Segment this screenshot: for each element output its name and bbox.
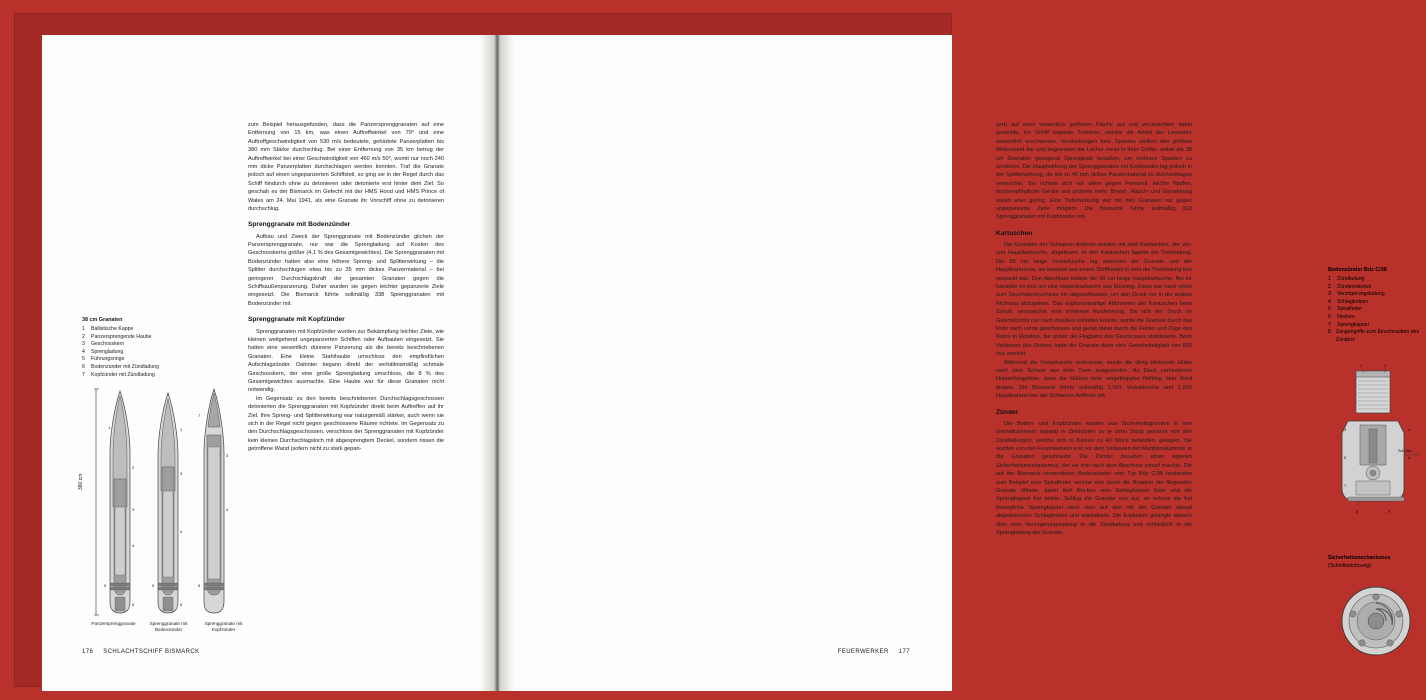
right-figure-caption-2 [1328, 555, 1420, 570]
svg-text:5: 5 [1344, 455, 1347, 460]
legend-label: Verzögerungsladung [1337, 291, 1385, 298]
safety-mechanism-diagram [1336, 581, 1416, 661]
legend-item [82, 356, 202, 364]
page-number: 177 [898, 649, 910, 655]
legend-label: Kopfzünder mit Zündladung [91, 371, 155, 378]
right-figure-legend [1328, 267, 1420, 344]
paragraph: Die Granaten der Schweren Artillerie wurden mit zwei Kartuschen, der Vor- und Hauptkartusche, abgefeuert. In den Kartuschen lagerte die Treibladung. Die 85 cm lange Vorkartusche lag zwischen der Granate und der Hauptkartusche, sie bestand aus einem Stoffbeutel in dem die Treibladung fest verpackt war. Den Abschluss bildete die 90 cm lange Hauptkartusche. Bei ihr handelte es sich um eine Hülsenkartusche aus Messing. Diese war nach unten zum Geschützverschluss hin abgeschlossen, um den Druck nur in die andere Richtung abzugeben. Das explosionsartige Abbrennen der Kartuschen beim Schuß, verursachte eine immense Ausdehnung. Da sich der Druck im Geschützrohr nur nach draußen entladen konnte, wurde die Granate durch das Rohr nach vorne geschossen und geriet dabei durch die Felder und Züge des Rohrs in Rotation, die später die Flugbahn des Geschosses stabilisierte. Beim Verlassen des Rohres hatte die Granate dann eine Geschwindigkeit von 820 m/s erreicht. [996, 242, 1192, 358]
svg-text:5: 5 [152, 583, 155, 588]
legend-item [82, 349, 202, 357]
legend-number: 4 [82, 348, 85, 355]
svg-text:4: 4 [132, 543, 135, 548]
svg-text:1: 1 [108, 425, 111, 430]
legend-label: Panzersprengende Haube [91, 333, 152, 340]
shell-caption: Sprenggranate mit Kopfzünder [204, 621, 243, 633]
legend-label: Sprengladung [91, 348, 124, 355]
caption-title: Sicherheitsmechanismus [1328, 555, 1391, 561]
svg-text:7: 7 [1344, 483, 1347, 488]
paragraph: Während die Vorkartusche verbrannte, wurde die übrig bleibende Hülse nach dem Schuss aus dem Turm ausgeworfen. An Deck verhinderten Hülsenfangpilzter, dass die Hülsen trotz umgeklappter Rehling über Bord gingen. Die Bismarck führte sollmäßig 1.001 Vorkartusche und 1.005 Hauptkartuschen der Schweren Artillerie mit. [996, 359, 1192, 400]
heading-kartuschen: Kartuschen [996, 229, 1033, 237]
svg-text:1: 1 [180, 427, 183, 432]
svg-text:Schnitte: Schnitte [1398, 449, 1412, 453]
svg-text:4: 4 [226, 507, 229, 512]
right-page-footer [838, 649, 910, 655]
shell-caption-row [86, 621, 251, 633]
svg-text:9: 9 [1388, 509, 1391, 514]
shell-panzersprenggranate [104, 391, 135, 613]
legend-label: Schlagbolzen [1337, 298, 1369, 305]
legend-item [82, 372, 202, 380]
shell-sprenggranate-bodenzuender [152, 393, 183, 613]
legend-item [82, 334, 202, 342]
caption-subtitle: (Schnittzeichnung) [1328, 562, 1371, 569]
svg-text:2: 2 [1384, 363, 1387, 368]
svg-text:4: 4 [1408, 427, 1411, 432]
book-spread [42, 35, 1420, 691]
legend-label: Ballistische Kappe [91, 326, 134, 333]
legend-item [82, 326, 202, 334]
paragraph: Im Gegensatz zu den bereits beschriebenen Durchschlagsgeschossen detonierten die Sprenggranaten mit Kopfzünder direkt beim Auftreffen auf ihr Ziel. Ihre Spreng- und Splitterwirkung war naturgemäß stärker, auch wenn sie sich in der Regel nicht gegen geschlossene Räume richtete. Im Gegensatz zu den Durchschlagsgeschossen, verschloss der Sprenggranaten mit Kopfzünder kein kleines Durchschlagsloch mit abgesprengtem Deckel, sondern rissen die getroffene Wand (sofern nicht zu stark gepan- [248, 395, 444, 453]
svg-text:8: 8 [1356, 509, 1359, 514]
shell-diagram [94, 387, 244, 617]
heading-zuender: Zünder [996, 408, 1019, 416]
legend-label: Führungsringe [91, 356, 125, 363]
scale-axis-label: 380 cm [78, 473, 84, 490]
legend-number: 3 [1328, 291, 1331, 298]
legend-number: 1 [82, 326, 85, 333]
svg-text:6: 6 [180, 602, 183, 607]
legend-number: 1 [1328, 276, 1331, 283]
right-figure-title: Bodenzünder Bdz C/38 [1328, 267, 1387, 273]
legend-label: Sprengkapsel [1337, 321, 1369, 328]
legend-item [1328, 322, 1420, 330]
legend-item [1328, 306, 1420, 314]
svg-text:5: 5 [104, 583, 107, 588]
left-page-text-column [248, 121, 444, 453]
legend-number: 3 [82, 341, 85, 348]
right-page-text-column-a [996, 121, 1192, 537]
legend-item [1328, 329, 1420, 344]
left-page [42, 35, 494, 691]
legend-item [82, 341, 202, 349]
svg-text:3: 3 [180, 471, 183, 476]
legend-item [1328, 291, 1420, 299]
running-title: SCHLACHTSCHIFF BISMARCK [103, 649, 200, 655]
left-page-footer [82, 649, 200, 655]
paragraph: Aufbau und Zweck der Sprenggranate mit Bodenzünder glichen der Panzersprenggranate, nur war die Sprengladung auf Kosten des Geschosskerns größer (4,1 % des Gesamtgewichtes). Die Sprenggranaten mit Bodenzünder hatten also eine höhere Spreng- und Splitterwirkung – die Splitter durchschlugen etwa bis zu 35 mm dickes Panzermaterial – bei geringerer Durchschlagskraft der gesamten Granaten gegen die Schiffsaußenpanzerung. Daher wurden sie gegen leichter gepanzerte Ziele eingesetzt. Die Bismarck führte sollmäßig 338 Sprenggranaten mit Bodenzünder mit. [248, 233, 444, 307]
legend-item [1328, 284, 1420, 292]
legend-item [82, 364, 202, 372]
legend-number: 5 [82, 356, 85, 363]
svg-text:3: 3 [132, 507, 135, 512]
legend-number: 4 [1328, 298, 1331, 305]
legend-number: 2 [82, 333, 85, 340]
legend-number: 7 [1328, 321, 1331, 328]
page-number: 176 [82, 649, 94, 655]
legend-number: 2 [1328, 283, 1331, 290]
paragraph: Die Boden- und Kopfzünder wurden aus Sicherheitsgründen in den Granatkammern separat in Zinkkästen zu je zehn Stück getrennt von den Zündladungen, welche sich in Kästen zu 40 Stück befanden, gelagert. Sie wurden von den Feuerwerkern erst vor dem Verlassen der Munitionskammer in die Granaten geschraubt. Die Zünder besaßen einen eigenen Sicherheitsmechanismus, der sie erst nach dem Abschuss scharf machte. Die auf der Bismarck verwendeten Bodenzünder vom Typ Bdz C/38 bestanden zum Beispiel eine Spiralfeder, welche sich durch die Rotation der fliegenden Granate öffnete, damit fünf Nocken vom Schlagbolzen löste und die Sprengkapsel frei setzte. Schlug die Granate nun auf, so schoss die frei bewegliche Sprengkapsel nach vorn auf den mit der Granate abrupt abgebremsten Schlagbolzen und explodierte. Die Explosion gelangte danach über eine Verzögerungsladung in die Zündladung und schließlich in die Sprengladung der Granate. [996, 420, 1192, 536]
legend-label: Zündersdeckel [1337, 283, 1372, 290]
frame-inner [14, 13, 1420, 687]
legend-number: 6 [1328, 313, 1331, 320]
left-figure-title: 38 cm Granaten [82, 317, 123, 323]
svg-text:3: 3 [1344, 427, 1347, 432]
svg-text:6: 6 [1408, 455, 1411, 460]
legend-label: Zangengriffe zum Einschrauben des Zünders [1335, 329, 1420, 343]
left-figure-legend [82, 317, 202, 379]
shell-sprenggranate-kopfzuender [198, 389, 229, 613]
svg-text:4: 4 [180, 529, 183, 534]
legend-label: Geschosskern [91, 341, 125, 348]
paragraph: zert) auf einer wesentlich größeren Fläche auf und verursachten dabei gezackte, ins Schiff ragende Trümmer, welche die Arbeit der Leckwehr wesentlich erschwerten. Verstrebungen bzw. Spanten stellten den größten Widerstand dar und begrenzten die Löcher meist in ihrer Größe, wobei die 38 cm Granaten genügend Sprengkraft besaßen, um mehrere Spanten zu zerstören. Die Hauptwirkung der Sprenggranaten mit Kopfzünder lag jedoch in der Splitterwirkung, die bis zu 40 mm dickes Panzermaterial zu durchschlagen vermochte. Sie richtete sich vor allem gegen Personal, leichte Waffen, hochempfindliche Geräte und anderes mehr. Brand-, Rauch- und Gaswirkung waren eher gering. Eine Tiefenwirkung war mit den Granaten nur gegen ungepanzerte Ziele möglich. Die Bismarck führte sollmäßig 313 Sprenggranaten mit Kopfzünder mit. [996, 122, 1192, 221]
svg-text:1: 1 [1360, 363, 1363, 368]
fuze-cross-section-diagram [1326, 355, 1426, 540]
heading-sprenggranate-kopfzuender: Sprenggranate mit Kopfzünder [248, 316, 345, 324]
svg-text:2: 2 [132, 465, 135, 470]
shell-caption: Panzersprenggranate [91, 621, 136, 626]
legend-label: Nocken [1337, 313, 1355, 320]
legend-item [1328, 299, 1420, 307]
legend-label: Bodenzünder mit Zündladung [91, 363, 160, 370]
svg-text:7: 7 [198, 413, 201, 418]
paragraph: zum Beispiel herausgefunden, dass die Panzersprenggranaten auf eine Entfernung von 15 km, was einen Auftreffwinkel von 79° und eine Auftreffgeschwindigkeit von 530 m/s bedeutete, gehärtete Panzerplatten bis 380 mm Stärke durchschlug. Bei einer Entfernung von 35 km betrug der Auftreffwinkel bei einer Geschwindigkeit von 460 m/s 50°, womit nur noch 240 mm dicke Panzerplatten durchschlagen werden konnten. Traf die Granate jedoch auf einen ungepanzerten Schiffsteil, so ging sie in der Regel durch das Schiff hindurch ohne zu detonieren oder detonierte erst hinter dem Ziel. So geschah es der Bismarck im Gefecht mit der HMS Hood und HMS Prince of Wales am 24. Mai 1941, als eine Granate ihr Vorschiff ohne zu detonieren durchschlug. [248, 122, 444, 212]
svg-text:3: 3 [226, 453, 229, 458]
legend-number: 7 [82, 371, 85, 378]
svg-text:5: 5 [198, 583, 201, 588]
right-page [500, 35, 1420, 691]
legend-label: Zündladung [1337, 276, 1365, 283]
running-title: FEUERWERKER [837, 649, 889, 655]
legend-number: 6 [82, 363, 85, 370]
legend-number: 8 [1328, 329, 1331, 336]
heading-sprenggranate-bodenzuender: Sprenggranate mit Bodenzünder [248, 221, 351, 229]
paragraph: Sprenggranaten mit Kopfzünder wurden zur Bekämpfung leichter Ziele, wie kleinen weitgehend ungepanzerten Schiffen oder Aufbauten eingesetzt. Sie hatten eine wesentlich dünnere Panzerung als die bereits beschriebenen Granaten. Eine kleine Stahlhaube umschloss den empfindlichen Aufschlagzünder. Dahinter begann direkt der verhältnismäßig schmale Geschosskern, der eine große Sprengladung umschloss, die 8 % des Gesamtgewichtes ausmachte. Eine Haube war für diese Granaten nicht notwendig. [248, 328, 444, 394]
legend-number: 5 [1328, 306, 1331, 313]
shell-caption: Sprenggranate mit Bodenzünder [149, 621, 188, 633]
legend-item [1328, 314, 1420, 322]
legend-item [1328, 276, 1420, 284]
legend-label: Spiralfeder [1337, 306, 1363, 313]
svg-text:6: 6 [132, 602, 135, 607]
